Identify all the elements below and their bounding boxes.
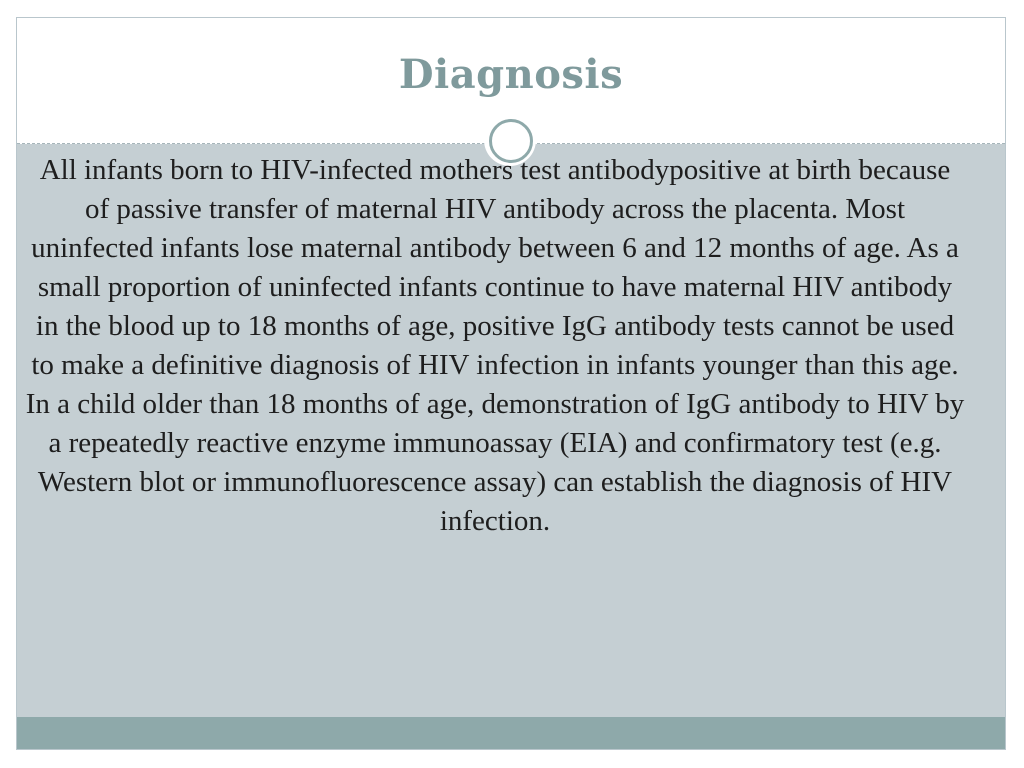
slide-body-text: All infants born to HIV-infected mothers test antibodypositive at birth because of passive transfer of maternal HIV antibody across the placenta. Most uninfected infants lose maternal antibody between 6 and 12 months of age. As a small proportion of uninfected infants continue to have maternal HIV antibody in the blood up to 18 months of age, positive IgG antibody tests cannot be used to make a definitive diagnosis of HIV infection in infants younger than this age. In a child older than 18 months of age, demonstration of IgG antibody to HIV by a repeatedly reactive enzyme immunoassay (EIA) and confirmatory test (e.g. Western blot or immunofluorescence assay) can establish the diagnosis of HIV infection. [25, 154, 965, 537]
slide-title: Diagnosis [398, 51, 624, 98]
bottom-bar [17, 717, 1005, 750]
